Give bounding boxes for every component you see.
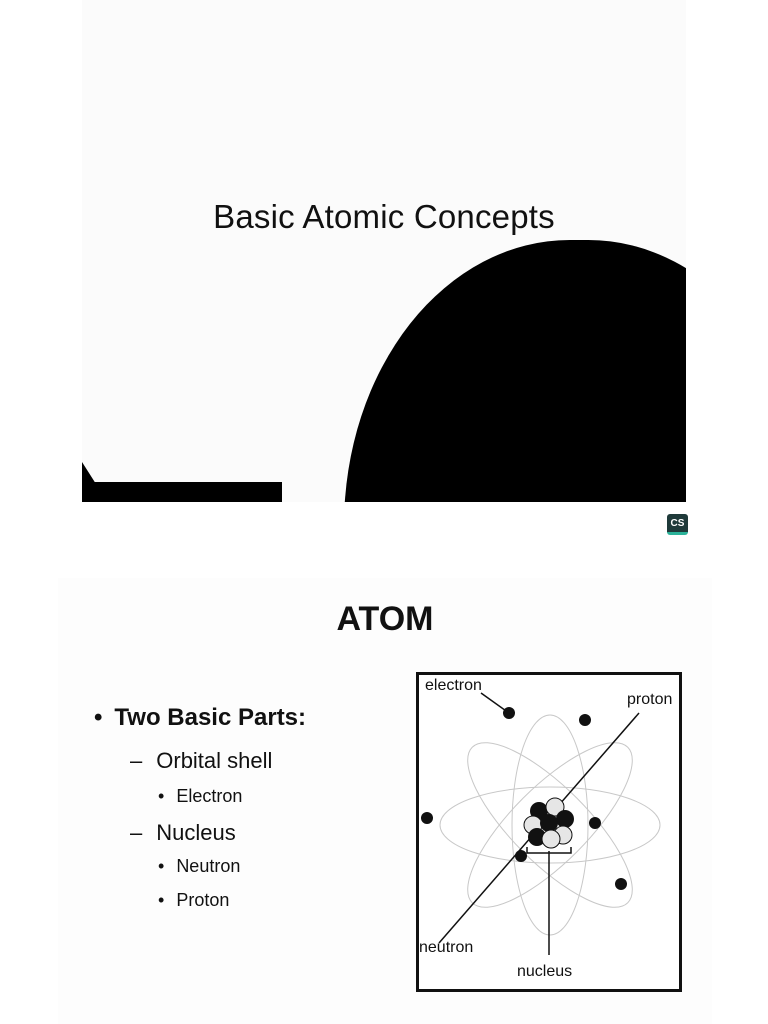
camscanner-badge-icon: CS (667, 514, 688, 535)
dash-icon: – (130, 748, 143, 773)
bullet-icon: • (158, 856, 165, 876)
slide-1 (82, 0, 686, 502)
bullet-electron (158, 786, 242, 807)
bullet-nucleus (130, 820, 236, 846)
bullet-two-basic-parts (94, 704, 306, 732)
nucleus-icon (524, 798, 574, 848)
electron-dot (421, 812, 433, 824)
bullet-orbital-shell (130, 748, 272, 774)
electron-dot (579, 714, 591, 726)
bullet-text: Proton (176, 890, 230, 910)
bullet-text: Orbital shell (156, 748, 273, 773)
bullet-text: Two Basic Parts: (114, 704, 307, 731)
electron-dot (589, 817, 601, 829)
atom-diagram (416, 672, 682, 992)
bullet-text: Electron (176, 786, 243, 806)
dark-shadow-shape (344, 240, 686, 502)
slide-2-title: ATOM (336, 600, 434, 638)
bullet-text: Nucleus (156, 820, 236, 845)
slide-1-title: Basic Atomic Concepts (213, 198, 555, 235)
label-nucleus: nucleus (517, 963, 573, 980)
bullet-icon: • (158, 890, 165, 910)
label-electron: electron (425, 677, 482, 694)
bullet-proton (158, 890, 229, 911)
dark-shadow-tip (82, 462, 96, 484)
electron-dot (615, 878, 627, 890)
bullet-icon: • (158, 786, 165, 806)
label-proton: proton (627, 691, 673, 708)
dash-icon: – (130, 820, 143, 845)
bullet-text: Neutron (176, 856, 241, 876)
dark-shadow-bar (82, 482, 282, 502)
bullet-icon: • (94, 704, 103, 731)
bullet-neutron (158, 856, 240, 877)
label-neutron: neutron (419, 939, 474, 956)
electron-dot (515, 850, 527, 862)
electron-dot (503, 707, 515, 719)
